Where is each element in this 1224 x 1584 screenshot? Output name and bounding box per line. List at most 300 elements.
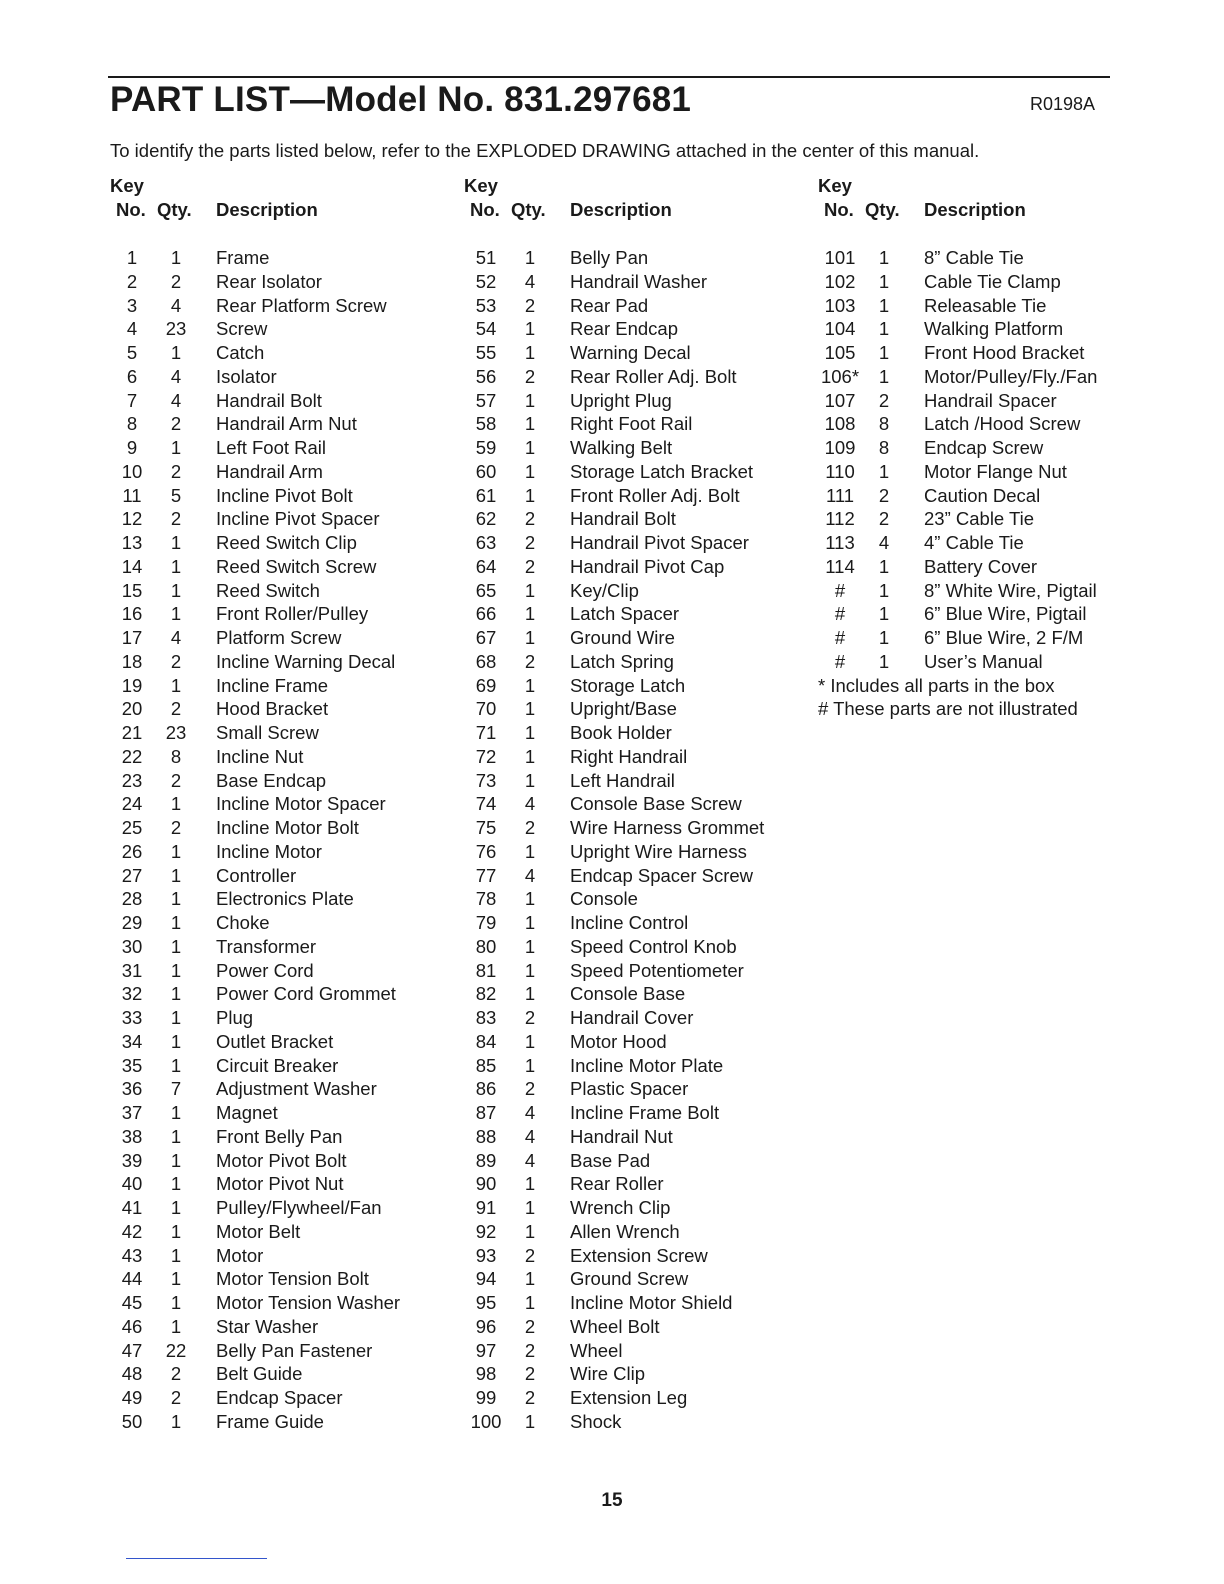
part-description: Latch Spacer bbox=[570, 603, 680, 625]
part-row bbox=[464, 1054, 814, 1078]
part-row bbox=[464, 1386, 814, 1410]
part-quantity: 4 bbox=[170, 627, 182, 648]
part-row bbox=[110, 1172, 460, 1196]
part-quantity: 4 bbox=[524, 270, 536, 292]
part-description: Motor Pivot Nut bbox=[216, 1173, 344, 1195]
parts-column-1 bbox=[110, 174, 460, 1432]
part-row bbox=[464, 317, 814, 341]
part-row bbox=[464, 959, 814, 983]
part-number: 37 bbox=[121, 1102, 143, 1123]
part-quantity: 2 bbox=[524, 1244, 536, 1266]
part-quantity: 1 bbox=[524, 1197, 536, 1218]
part-row bbox=[464, 864, 814, 888]
part-description: Endcap Spacer bbox=[216, 1387, 343, 1408]
part-quantity: 1 bbox=[878, 247, 890, 268]
part-number: 106* bbox=[820, 365, 860, 387]
part-description: Storage Latch bbox=[570, 674, 686, 696]
description-header: Description bbox=[924, 199, 1026, 220]
part-row bbox=[464, 1244, 814, 1268]
part-number: 62 bbox=[475, 508, 497, 530]
part-row bbox=[110, 959, 460, 983]
part-quantity: 1 bbox=[170, 1410, 182, 1432]
part-number: 54 bbox=[475, 318, 497, 340]
part-number: 28 bbox=[121, 888, 143, 910]
part-quantity: 2 bbox=[170, 769, 182, 791]
part-number: 96 bbox=[475, 1315, 497, 1337]
part-row bbox=[110, 1101, 460, 1125]
part-quantity: 4 bbox=[878, 532, 890, 553]
part-quantity: 2 bbox=[878, 484, 890, 506]
part-description: Rear Isolator bbox=[216, 270, 322, 292]
part-number: 44 bbox=[121, 1268, 143, 1290]
part-quantity: 1 bbox=[524, 627, 536, 648]
part-quantity: 4 bbox=[170, 365, 182, 387]
part-number: 23 bbox=[121, 769, 143, 791]
part-number: 83 bbox=[475, 1007, 497, 1028]
part-description: Key/Clip bbox=[570, 579, 639, 601]
part-description: Reed Switch Clip bbox=[216, 532, 357, 553]
part-number: 48 bbox=[121, 1363, 143, 1385]
part-row bbox=[818, 412, 1168, 436]
part-quantity: 1 bbox=[170, 579, 182, 601]
part-quantity: 4 bbox=[524, 864, 536, 886]
part-row bbox=[110, 840, 460, 864]
part-description: Handrail Arm Nut bbox=[216, 413, 357, 435]
part-description: Wheel bbox=[570, 1339, 623, 1361]
part-number: 93 bbox=[475, 1244, 497, 1266]
part-description: Incline Pivot Bolt bbox=[216, 484, 353, 506]
part-quantity: 1 bbox=[524, 888, 536, 910]
part-number: 41 bbox=[121, 1197, 143, 1218]
part-number: 39 bbox=[121, 1149, 143, 1171]
part-number: 27 bbox=[121, 864, 143, 886]
part-row bbox=[110, 341, 460, 365]
part-row bbox=[464, 531, 814, 555]
part-row bbox=[110, 412, 460, 436]
part-number: 20 bbox=[121, 698, 143, 720]
part-quantity: 1 bbox=[524, 247, 536, 268]
part-description: Right Foot Rail bbox=[570, 413, 693, 435]
footnotes bbox=[818, 674, 1168, 722]
parts-column-3 bbox=[818, 174, 1168, 720]
part-quantity: 2 bbox=[524, 1078, 536, 1100]
part-row bbox=[818, 602, 1168, 626]
part-row bbox=[110, 887, 460, 911]
part-number: 13 bbox=[121, 532, 143, 553]
part-number: 98 bbox=[475, 1363, 497, 1385]
part-quantity: 1 bbox=[524, 745, 536, 767]
qty-header: Qty. bbox=[865, 199, 900, 220]
part-quantity: 1 bbox=[170, 1292, 182, 1313]
part-number: 4 bbox=[126, 318, 138, 340]
part-description: Latch /Hood Screw bbox=[924, 413, 1081, 435]
part-number: 88 bbox=[475, 1125, 497, 1147]
part-row bbox=[110, 1149, 460, 1173]
part-number: 113 bbox=[825, 532, 855, 553]
part-row bbox=[464, 341, 814, 365]
part-description: Base Pad bbox=[570, 1149, 651, 1171]
part-row bbox=[818, 294, 1168, 318]
part-row bbox=[110, 1291, 460, 1315]
part-row bbox=[818, 650, 1168, 674]
part-quantity: 23 bbox=[165, 318, 187, 340]
part-number: 49 bbox=[121, 1387, 143, 1408]
part-quantity: 1 bbox=[170, 1244, 182, 1266]
part-row bbox=[464, 674, 814, 698]
no-header: No. bbox=[824, 199, 854, 220]
part-description: Rear Pad bbox=[570, 294, 649, 316]
part-quantity: 1 bbox=[524, 603, 536, 625]
part-description: 8” Cable Tie bbox=[924, 247, 1024, 268]
part-number: 90 bbox=[475, 1173, 497, 1195]
part-number: 55 bbox=[475, 342, 497, 363]
part-quantity: 2 bbox=[170, 270, 182, 292]
part-quantity: 1 bbox=[524, 698, 536, 720]
part-number: # bbox=[834, 650, 846, 672]
part-quantity: 2 bbox=[170, 1363, 182, 1385]
part-number: 89 bbox=[475, 1149, 497, 1171]
part-row bbox=[818, 460, 1168, 484]
part-quantity: 1 bbox=[170, 864, 182, 886]
part-number: 45 bbox=[121, 1292, 143, 1313]
part-description: Incline Frame Bolt bbox=[570, 1102, 720, 1123]
part-quantity: 1 bbox=[524, 722, 536, 743]
part-number: 99 bbox=[475, 1387, 497, 1408]
part-row bbox=[110, 650, 460, 674]
part-number: 47 bbox=[121, 1339, 143, 1361]
no-header: No. bbox=[116, 199, 146, 220]
part-quantity: 1 bbox=[524, 912, 536, 933]
part-quantity: 1 bbox=[878, 342, 890, 363]
part-quantity: 1 bbox=[170, 437, 182, 458]
part-description: Motor Flange Nut bbox=[924, 460, 1067, 482]
part-quantity: 1 bbox=[878, 627, 890, 648]
part-description: Controller bbox=[216, 864, 297, 886]
part-number: 35 bbox=[121, 1054, 143, 1076]
part-number: 68 bbox=[475, 650, 497, 672]
part-quantity: 1 bbox=[170, 1173, 182, 1195]
part-row bbox=[110, 579, 460, 603]
part-description: Rear Endcap bbox=[570, 318, 678, 340]
part-row bbox=[464, 1149, 814, 1173]
part-description: Wire Harness Grommet bbox=[570, 817, 765, 838]
part-description: Screw bbox=[216, 318, 268, 340]
part-number: 105 bbox=[824, 342, 856, 363]
part-quantity: 1 bbox=[524, 579, 536, 601]
part-description: User’s Manual bbox=[924, 650, 1043, 672]
part-number: 65 bbox=[475, 579, 497, 601]
part-number: 8 bbox=[126, 413, 138, 435]
part-description: Frame Guide bbox=[216, 1410, 324, 1432]
part-description: Walking Platform bbox=[924, 318, 1064, 340]
part-quantity: 4 bbox=[524, 1125, 536, 1147]
part-number: 63 bbox=[475, 532, 497, 553]
part-description: Belt Guide bbox=[216, 1363, 303, 1385]
part-quantity: 2 bbox=[524, 365, 536, 387]
part-description: Speed Control Knob bbox=[570, 935, 737, 957]
part-row bbox=[464, 270, 814, 294]
part-description: Plastic Spacer bbox=[570, 1078, 689, 1100]
part-row bbox=[464, 1220, 814, 1244]
part-number: 71 bbox=[475, 722, 497, 743]
part-quantity: 1 bbox=[878, 555, 890, 577]
part-number: 64 bbox=[475, 555, 497, 577]
part-quantity: 1 bbox=[170, 840, 182, 862]
part-row bbox=[110, 745, 460, 769]
part-description: Handrail Nut bbox=[570, 1125, 673, 1147]
part-description: Base Endcap bbox=[216, 769, 327, 791]
part-quantity: 1 bbox=[524, 1292, 536, 1313]
part-number: 19 bbox=[121, 674, 143, 696]
part-quantity: 2 bbox=[524, 294, 536, 316]
part-quantity: 1 bbox=[524, 437, 536, 458]
part-number: 91 bbox=[475, 1197, 497, 1218]
part-description: Choke bbox=[216, 912, 270, 933]
part-row bbox=[110, 389, 460, 413]
part-number: 103 bbox=[824, 294, 856, 316]
part-description: Ground Wire bbox=[570, 627, 675, 648]
part-quantity: 1 bbox=[170, 1149, 182, 1171]
part-description: Handrail Bolt bbox=[216, 389, 322, 411]
part-number: 108 bbox=[824, 413, 856, 435]
part-quantity: 1 bbox=[878, 365, 890, 387]
part-quantity: 1 bbox=[878, 318, 890, 340]
part-quantity: 2 bbox=[170, 1387, 182, 1408]
part-quantity: 1 bbox=[524, 983, 536, 1005]
part-row bbox=[818, 507, 1168, 531]
part-row bbox=[464, 792, 814, 816]
part-row bbox=[110, 697, 460, 721]
part-description: Console Base Screw bbox=[570, 793, 742, 815]
part-row bbox=[110, 507, 460, 531]
part-row bbox=[110, 1362, 460, 1386]
part-number: 92 bbox=[475, 1220, 497, 1242]
part-description: Incline Motor Plate bbox=[570, 1054, 724, 1076]
part-number: 77 bbox=[475, 864, 497, 886]
part-number: 84 bbox=[475, 1030, 497, 1052]
part-description: Reed Switch bbox=[216, 579, 320, 601]
part-description: Upright Plug bbox=[570, 389, 672, 411]
part-row bbox=[110, 1339, 460, 1363]
part-row bbox=[110, 816, 460, 840]
part-row bbox=[818, 555, 1168, 579]
part-description: Incline Motor Shield bbox=[570, 1292, 733, 1313]
part-number: 107 bbox=[824, 389, 856, 411]
part-description: Wrench Clip bbox=[570, 1197, 671, 1218]
part-number: 102 bbox=[824, 270, 856, 292]
part-row bbox=[110, 1244, 460, 1268]
part-quantity: 2 bbox=[170, 460, 182, 482]
part-description: Ground Screw bbox=[570, 1268, 689, 1290]
part-number: 1 bbox=[126, 247, 138, 268]
parts-list bbox=[110, 246, 460, 1434]
part-number: 29 bbox=[121, 912, 143, 933]
part-row bbox=[110, 1196, 460, 1220]
part-description: Outlet Bracket bbox=[216, 1030, 334, 1052]
part-number: 15 bbox=[121, 579, 143, 601]
column-header-row bbox=[818, 198, 1168, 222]
part-row bbox=[110, 911, 460, 935]
part-quantity: 1 bbox=[170, 1007, 182, 1028]
part-number: 5 bbox=[126, 342, 138, 363]
part-row bbox=[464, 840, 814, 864]
part-description: Allen Wrench bbox=[570, 1220, 680, 1242]
part-quantity: 8 bbox=[878, 437, 890, 458]
part-row bbox=[110, 1410, 460, 1434]
part-description: Power Cord bbox=[216, 959, 314, 981]
part-number: 94 bbox=[475, 1268, 497, 1290]
part-quantity: 1 bbox=[524, 484, 536, 506]
part-description: Handrail Spacer bbox=[924, 389, 1057, 411]
part-description: Upright Wire Harness bbox=[570, 840, 747, 862]
part-description: Motor Belt bbox=[216, 1220, 301, 1242]
part-quantity: 1 bbox=[524, 460, 536, 482]
part-number: 61 bbox=[475, 484, 497, 506]
part-quantity: 7 bbox=[170, 1078, 182, 1100]
part-quantity: 1 bbox=[170, 1220, 182, 1242]
part-number: 26 bbox=[121, 840, 143, 862]
part-row bbox=[464, 555, 814, 579]
part-row bbox=[464, 365, 814, 389]
part-description: Extension Screw bbox=[570, 1244, 708, 1266]
part-quantity: 4 bbox=[170, 389, 182, 411]
part-description: Caution Decal bbox=[924, 484, 1041, 506]
part-quantity: 22 bbox=[165, 1339, 187, 1361]
part-row bbox=[464, 935, 814, 959]
part-row bbox=[110, 864, 460, 888]
part-quantity: 1 bbox=[878, 650, 890, 672]
part-quantity: 1 bbox=[170, 555, 182, 577]
page-number: 15 bbox=[601, 1490, 623, 1511]
part-row bbox=[464, 1172, 814, 1196]
part-number: 111 bbox=[825, 484, 855, 506]
part-number: # bbox=[834, 627, 846, 648]
part-quantity: 2 bbox=[878, 389, 890, 411]
part-number: 42 bbox=[121, 1220, 143, 1242]
part-row bbox=[464, 579, 814, 603]
part-quantity: 1 bbox=[170, 1197, 182, 1218]
part-description: Rear Roller Adj. Bolt bbox=[570, 365, 737, 387]
part-number: 95 bbox=[475, 1292, 497, 1313]
part-row bbox=[110, 460, 460, 484]
part-description: Battery Cover bbox=[924, 555, 1038, 577]
part-description: 6” Blue Wire, 2 F/M bbox=[924, 627, 1084, 648]
key-header: Key bbox=[818, 175, 852, 196]
part-row bbox=[464, 1006, 814, 1030]
part-row bbox=[110, 721, 460, 745]
part-description: Motor Tension Bolt bbox=[216, 1268, 369, 1290]
part-row bbox=[818, 531, 1168, 555]
part-number: 104 bbox=[824, 318, 856, 340]
part-description: Incline Pivot Spacer bbox=[216, 508, 380, 530]
footnote-hash: # These parts are not illustrated bbox=[818, 698, 1078, 720]
part-quantity: 2 bbox=[170, 650, 182, 672]
part-number: 3 bbox=[126, 294, 138, 316]
parts-list bbox=[464, 246, 814, 1434]
part-quantity: 1 bbox=[524, 769, 536, 791]
part-row bbox=[464, 1077, 814, 1101]
part-number: 70 bbox=[475, 698, 497, 720]
part-description: Left Foot Rail bbox=[216, 437, 327, 458]
part-number: 38 bbox=[121, 1125, 143, 1147]
part-number: 53 bbox=[475, 294, 497, 316]
part-description: Endcap Spacer Screw bbox=[570, 864, 754, 886]
part-row bbox=[110, 1054, 460, 1078]
part-row bbox=[818, 341, 1168, 365]
part-number: 6 bbox=[126, 365, 138, 387]
part-row bbox=[818, 365, 1168, 389]
part-number: 17 bbox=[121, 627, 143, 648]
part-row bbox=[464, 460, 814, 484]
part-row bbox=[110, 1030, 460, 1054]
part-number: 101 bbox=[824, 247, 856, 268]
part-row bbox=[110, 555, 460, 579]
part-row bbox=[818, 436, 1168, 460]
part-description: Catch bbox=[216, 342, 265, 363]
part-description: Belly Pan Fastener bbox=[216, 1339, 373, 1361]
part-number: 16 bbox=[121, 603, 143, 625]
part-description: Circuit Breaker bbox=[216, 1054, 339, 1076]
header-rule bbox=[108, 76, 1110, 78]
part-number: 52 bbox=[475, 270, 497, 292]
part-number: 97 bbox=[475, 1339, 497, 1361]
part-quantity: 1 bbox=[170, 983, 182, 1005]
part-row bbox=[110, 792, 460, 816]
part-row bbox=[110, 1386, 460, 1410]
part-quantity: 2 bbox=[524, 817, 536, 838]
part-number: 109 bbox=[824, 437, 856, 458]
part-description: Incline Control bbox=[570, 912, 689, 933]
part-quantity: 1 bbox=[524, 1173, 536, 1195]
part-number: # bbox=[834, 579, 846, 601]
parts-column-2 bbox=[464, 174, 814, 1432]
part-row bbox=[110, 1315, 460, 1339]
part-description: Right Handrail bbox=[570, 745, 688, 767]
part-description: Handrail Pivot Cap bbox=[570, 555, 725, 577]
part-quantity: 4 bbox=[524, 793, 536, 815]
part-quantity: 1 bbox=[170, 1268, 182, 1290]
part-number: 10 bbox=[121, 460, 143, 482]
part-row bbox=[110, 1220, 460, 1244]
part-description: Reed Switch Screw bbox=[216, 555, 377, 577]
part-quantity: 1 bbox=[170, 603, 182, 625]
part-quantity: 1 bbox=[170, 1315, 182, 1337]
part-number: 86 bbox=[475, 1078, 497, 1100]
part-number: 58 bbox=[475, 413, 497, 435]
part-row bbox=[110, 674, 460, 698]
part-description: Cable Tie Clamp bbox=[924, 270, 1061, 292]
part-number: 14 bbox=[121, 555, 143, 577]
part-row bbox=[464, 982, 814, 1006]
part-description: Motor bbox=[216, 1244, 264, 1266]
part-quantity: 1 bbox=[524, 413, 536, 435]
part-number: 34 bbox=[121, 1030, 143, 1052]
part-row bbox=[464, 294, 814, 318]
part-description: Wire Clip bbox=[570, 1363, 646, 1385]
qty-header: Qty. bbox=[157, 199, 192, 220]
part-description: Rear Roller bbox=[570, 1173, 664, 1195]
part-description: Incline Motor bbox=[216, 840, 322, 862]
part-description: Motor Tension Washer bbox=[216, 1292, 401, 1313]
no-header: No. bbox=[470, 199, 500, 220]
part-quantity: 1 bbox=[170, 674, 182, 696]
footnote-asterisk: * Includes all parts in the box bbox=[818, 674, 1055, 696]
part-number: 7 bbox=[126, 389, 138, 411]
part-quantity: 1 bbox=[170, 1102, 182, 1123]
part-description: Handrail Cover bbox=[570, 1007, 694, 1028]
key-header: Key bbox=[110, 175, 144, 196]
part-number: 33 bbox=[121, 1007, 143, 1028]
